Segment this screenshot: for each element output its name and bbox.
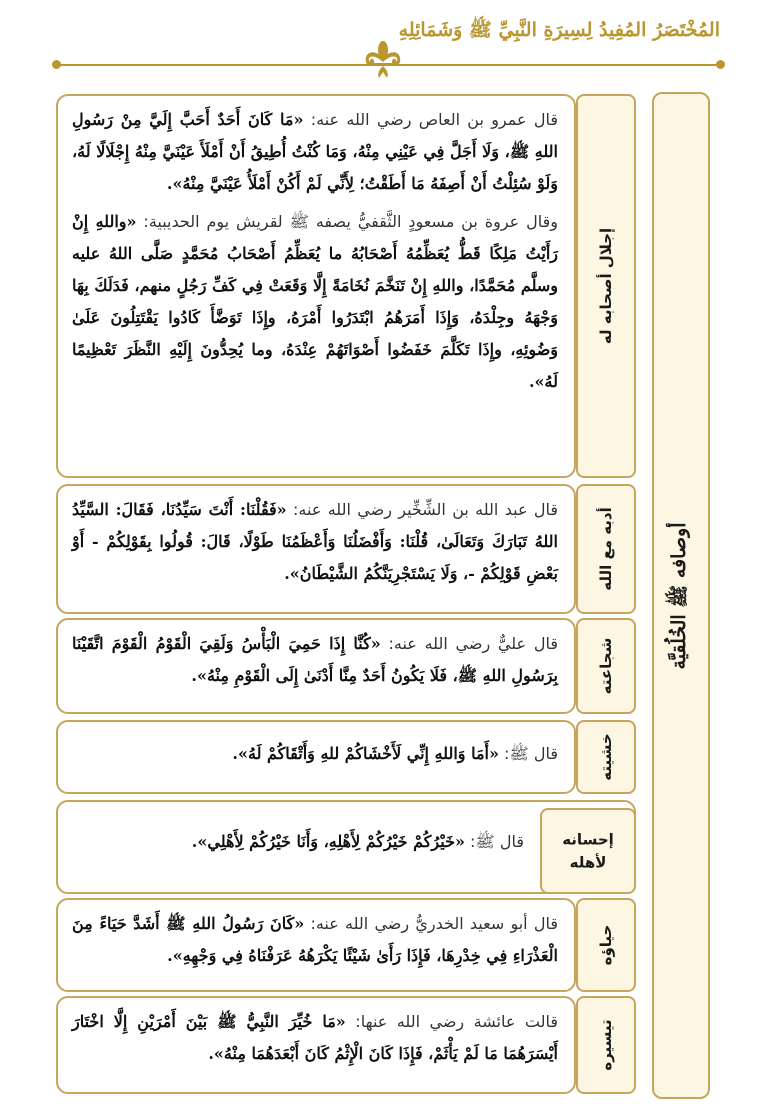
- paragraph: [72, 1006, 558, 1070]
- paragraph: [72, 494, 558, 590]
- hadith-quote: «خَيْرُكُمْ خَيْرُكُمْ لِأَهْلِهِ، وَأَنَا خَيْرُكُمْ لِأَهْلِي».: [191, 832, 465, 851]
- section-label: خشيته: [597, 733, 615, 781]
- main-category-text: أوصافه ﷺ الخُلُقيَّة: [668, 522, 690, 669]
- hadith-quote: «أَمَا وَاللهِ إِنِّي لَأَخْشَاكُمْ للهِ وَأَتْقَاكُمْ لَهُ».: [232, 744, 499, 763]
- section-label: إحسانه لأهله: [562, 830, 614, 871]
- page-header: [0, 0, 768, 80]
- narrator-intro: وقال عروة بن مسعودٍ الثَّقفيُّ يصفه ﷺ لقريش يوم الحديبية:: [136, 212, 558, 231]
- narrator-intro: قال أبو سعيد الخدريُّ رضي الله عنه:: [304, 914, 559, 933]
- divider-end-dot: [716, 60, 725, 69]
- section-content-reverence: [72, 104, 558, 404]
- section-tab-manners: [576, 484, 636, 614]
- hadith-quote: «واللهِ إِنْ رَأَيْتُ مَلِكًا قَطُّ يُعَظِّمُهُ أَصْحَابُهُ ما يُعَظِّمُ أَصْحَابُ مُحَمَّدٍ صَلَّى اللهُ عليه وسلَّم مُحَمَّدًا، واللهِ إِنْ تَنَخَّمَ نُخَامَةً إِلَّا وَقَعَتْ فِي كَفِّ رَجُلٍ منهم، فَدَلَكَ بِهَا وَجْهَهُ وجِلْدَهُ، وَإِذَا أَمَرَهُمُ ابْتَدَرُوا أَمْرَهُ، وإِذَا تَوَضَّأَ كَادُوا يَقْتَتِلُونَ عَلَىٰ وَضُوئِهِ، وإِذَا تَكَلَّمَ خَفَضُوا أَصْوَاتَهُمْ عِنْدَهُ، وما يُحِدُّونَ إِلَيْهِ النَّظَرَ تَعْظِيمًا لَهُ».: [72, 212, 558, 391]
- section-tab-kindness: [540, 808, 636, 894]
- section-content-fear: [72, 738, 558, 776]
- narrator-intro: قال عليٌّ رضي الله عنه:: [380, 634, 558, 653]
- main-category-label: [652, 92, 710, 1099]
- section-content-courage: [72, 628, 558, 698]
- section-content-modesty: [72, 908, 558, 978]
- paragraph: [72, 908, 558, 972]
- section-label: تيسيره: [597, 1019, 615, 1071]
- paragraph: [72, 104, 558, 200]
- section-tab-reverence: [576, 94, 636, 478]
- section-tab-modesty: [576, 898, 636, 992]
- book-title: المُخْتَصَرُ المُفِيدُ لِسِيرَةِ النَّبِيِّ ﷺ وَشَمَائِلِهِ: [398, 19, 720, 41]
- paragraph: [72, 206, 558, 398]
- hadith-quote: «كَانَ رَسُولُ اللهِ ﷺ أَشَدَّ حَيَاءً مِنَ الْعَذْرَاءِ فِي خِدْرِهَا، فَإِذَا رَأَىٰ شَيْئًا يَكْرَهُهُ عَرَفْنَاهُ فِي وَجْهِهِ».: [72, 914, 558, 965]
- hadith-quote: «مَا خُيِّرَ النَّبِيُّ ﷺ بَيْنَ أَمْرَيْنِ إِلَّا اخْتَارَ أَيْسَرَهُمَا مَا لَمْ يَأْثَمْ، فَإِذَا كَانَ الْإِثْمُ كَانَ أَبْعَدَهُمَا مِنْهُ».: [72, 1012, 558, 1063]
- section-content-kindness: [80, 826, 524, 864]
- hadith-quote: «كُنَّا إِذَا حَمِيَ الْبَأْسُ وَلَقِيَ الْقَوْمُ الْقَوْمَ اتَّقَيْنَا بِرَسُولِ اللهِ ﷺ، فَلَا يَكُونُ أَحَدٌ مِنَّا أَدْنَىٰ إِلَى الْقَوْمِ مِنْهُ».: [72, 634, 558, 685]
- divider-end-dot: [52, 60, 61, 69]
- section-label: أدبه مع الله: [597, 507, 615, 591]
- hadith-quote: «فَقُلْنَا: أَنْتَ سَيِّدُنَا، فَقَالَ: السَّيِّدُ اللهُ تَبَارَكَ وَتَعَالَىٰ، قُلْنَا: وَأَفْضَلُنَا وَأَعْظَمُنَا طَوْلًا، قَالَ: قُولُوا بِقَوْلِكُمْ - أَوْ بَعْضِ قَوْلِكُمْ -، وَلَا يَسْتَجْرِيَنَّكُمُ الشَّيْطَانُ».: [72, 500, 558, 583]
- hadith-quote: «مَا كَانَ أَحَدٌ أَحَبَّ إِلَيَّ مِنْ رَسُولِ اللهِ ﷺ، وَلَا أَجَلَّ فِي عَيْنِي مِنْهُ، وَمَا كُنْتُ أُطِيقُ أَنْ أَمْلَأَ عَيْنَيَّ مِنْهُ إِجْلَالًا لَهُ، وَلَوْ سُئِلْتُ أَنْ أَصِفَهُ مَا أَطَقْتُ؛ لِأَنِّي لَمْ أَكُنْ أَمْلَأُ عَيْنَيَّ مِنْهُ».: [72, 110, 558, 193]
- section-tab-fear: [576, 720, 636, 794]
- narrator-intro: قال ﷺ:: [498, 744, 558, 763]
- section-label: حياؤه: [597, 924, 615, 966]
- paragraph: [80, 826, 524, 858]
- section-label: شجاعته: [597, 637, 615, 695]
- narrator-intro: قال ﷺ:: [464, 832, 524, 851]
- section-content-manners: [72, 494, 558, 596]
- section-label: إجلال أصحابه له: [597, 227, 615, 345]
- paragraph: [72, 628, 558, 692]
- narrator-intro: قال عبد الله بن الشِّخِّير رضي الله عنه:: [286, 500, 558, 519]
- fleur-ornament-icon: [360, 38, 406, 80]
- narrator-intro: قالت عائشة رضي الله عنها:: [345, 1012, 558, 1031]
- paragraph: [72, 738, 558, 770]
- section-content-ease: [72, 1006, 558, 1076]
- section-tab-courage: [576, 618, 636, 714]
- narrator-intro: قال عمرو بن العاص رضي الله عنه:: [303, 110, 558, 129]
- section-tab-ease: [576, 996, 636, 1094]
